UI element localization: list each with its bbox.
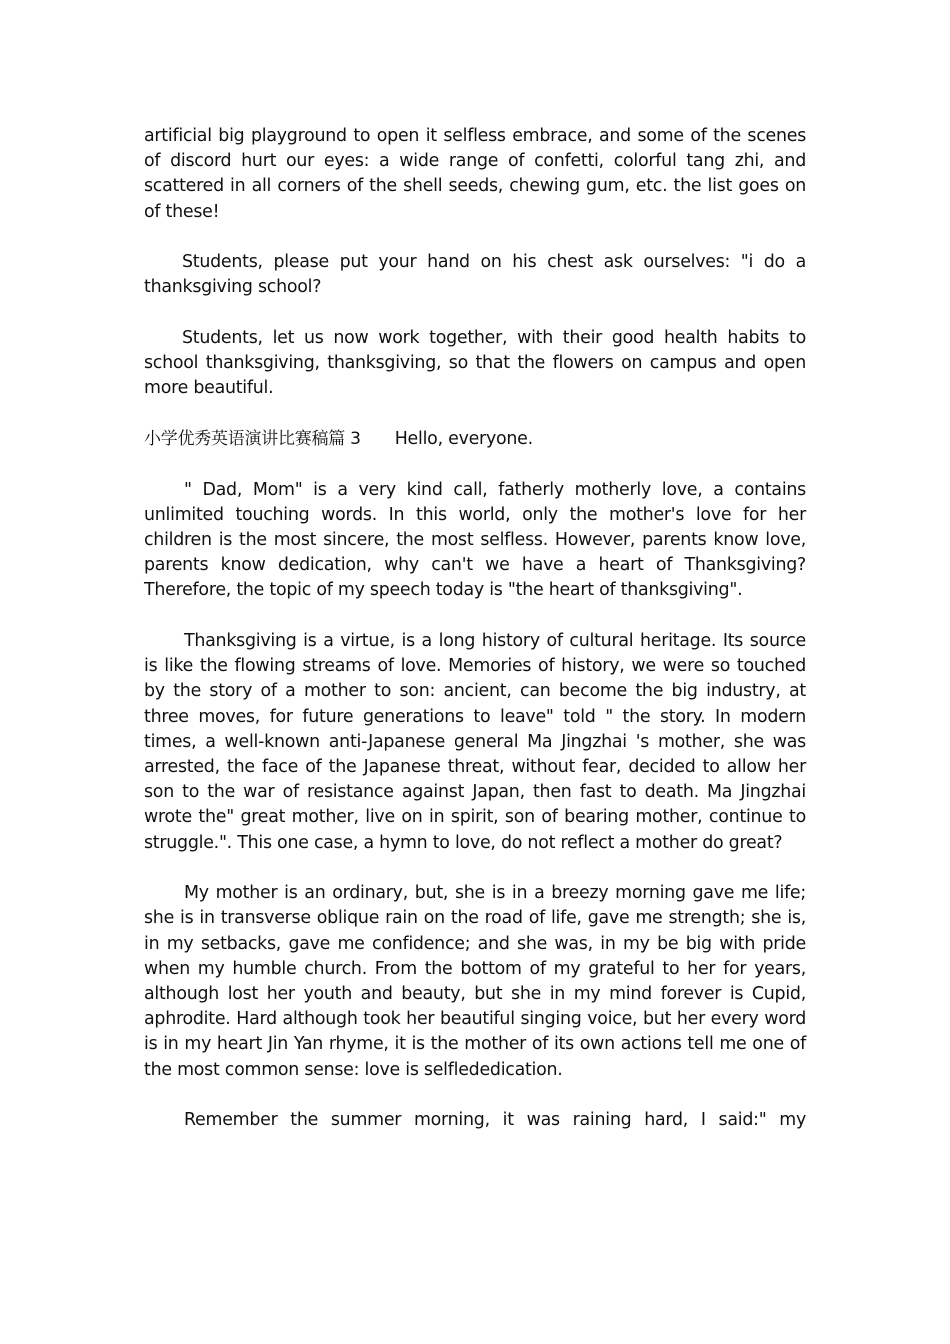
document-page (144, 124, 806, 1133)
section-greeting: Hello, everyone. (394, 429, 533, 449)
paragraph-playground: artificial big playground to open it selfless embrace, and some of the scenes of discord hurt our eyes: a wide range of confetti, colorful tang zhi, and scattered in all corners of the shell seeds, chewing gum, etc. the list goes on of these! (144, 126, 806, 222)
paragraph-summer-morning: Remember the summer morning, it was raining hard, I said:" my (184, 1110, 806, 1131)
paragraph-my-mother: My mother is an ordinary, but, she is in a breezy morning gave me life; she is in transverse oblique rain on the road of life, gave me strength; she is, in my setbacks, gave me confidence; and she was, in my be big with pride when my humble church. From the bottom of my grateful to her for years, although lost her youth and beauty, but she in my mind forever is Cupid, aphrodite. Hard although took her beautiful singing voice, but her every word is in my heart Jin Yan rhyme, it is the mother of its own actions tell me one of the most common sense: love is selflededication. (144, 883, 806, 1080)
section-heading (144, 427, 806, 452)
paragraph-students-question: Students, please put your hand on his chest ask ourselves: "i do a thanksgiving school? (144, 252, 806, 298)
paragraph-students-together: Students, let us now work together, with their good health habits to school thanksgiving, thanksgiving, so that the flowers on campus and open more beautiful. (144, 328, 806, 399)
paragraph-dad-mom: " Dad, Mom" is a very kind call, fatherly motherly love, a contains unlimited touching words. In this world, only the mother's love for her children is the most sincere, the most selfless. However, parents know love, parents know dedication, why can't we have a heart of Thanksgiving? Therefore, the topic of my speech today is "the heart of thanksgiving". (144, 479, 806, 601)
paragraph-thanksgiving-virtue: Thanksgiving is a virtue, is a long history of cultural heritage. Its source is like the flowing streams of love. Memories of history, we were so touched by the story of a mother to son: ancient, can become the big industry, at three moves, for future generations to leave" told " the story. In modern times, a well-known anti-Japanese general Ma Jingzhai 's mother, she was arrested, the face of the Japanese threat, without fear, decided to allow her son to the war of resistance against Japan, then fast to death. Ma Jingzhai wrote the" great mother, live on in spirit, son of bearing mother, continue to struggle.". This one case, a hymn to love, do not reflect a mother do great? (144, 631, 806, 853)
section-title: 小学优秀英语演讲比赛稿篇 3 (144, 429, 361, 449)
